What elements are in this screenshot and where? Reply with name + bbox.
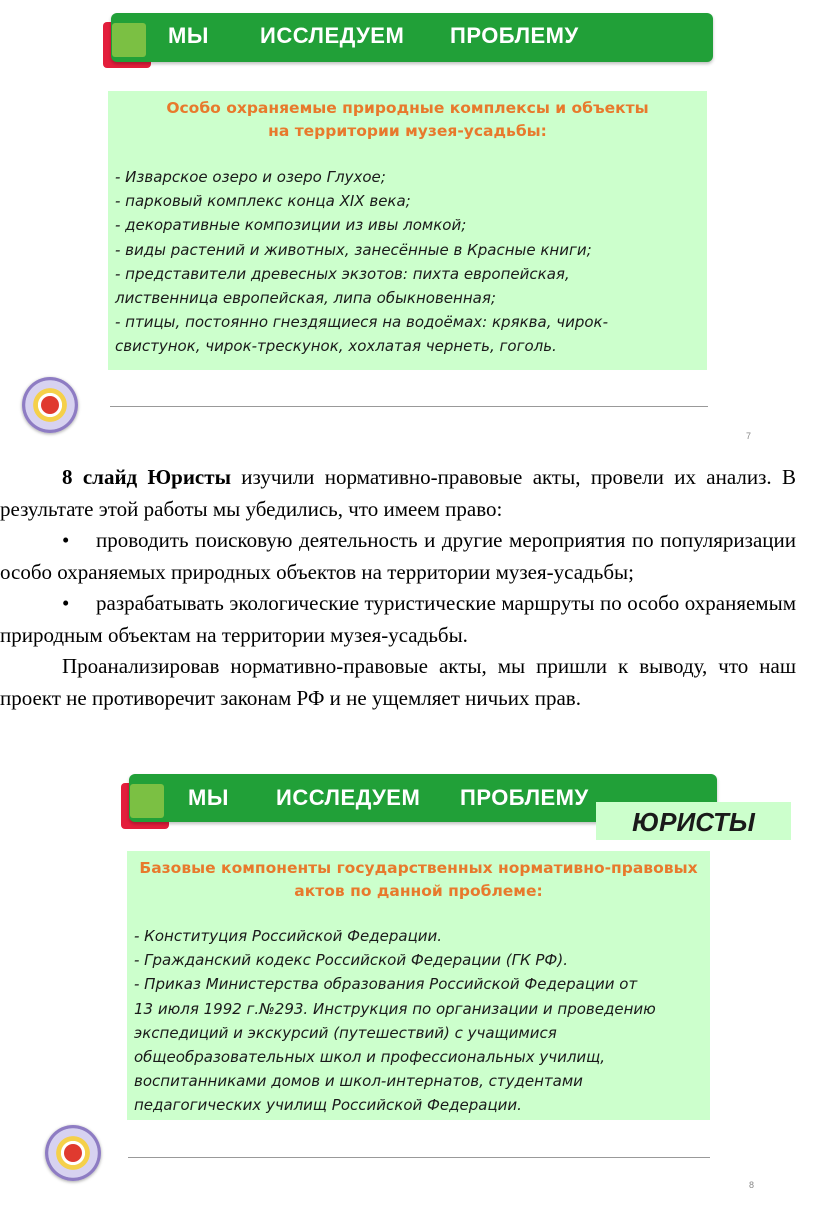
banner-word: МЫ xyxy=(168,23,209,48)
museum-logo-icon xyxy=(45,1125,101,1181)
conclusion-paragraph: Проанализировав нормативно-правовые акты, мы пришли к выводу, что наш проект не противоречит законам РФ и не ущемляет ничьих прав. xyxy=(0,654,796,710)
bullet-icon: • xyxy=(62,528,70,552)
list-item: - парковый комплекс конца XIX века; xyxy=(115,192,411,211)
intro-paragraph xyxy=(0,462,796,525)
content-box xyxy=(127,851,710,1120)
intro-rest: изучили нормативно-правовые акты, провели их анализ. В результате этой работы мы убедились, что имеем право: xyxy=(0,465,796,521)
museum-logo-icon xyxy=(22,377,78,433)
list-item: педагогических училищ Российской Федерации. xyxy=(134,1096,522,1115)
list-item: 13 июля 1992 г.№293. Инструкция по организации и проведению xyxy=(134,999,656,1018)
box-title-line: Особо охраняемые природные комплексы и объекты xyxy=(166,99,649,117)
list-item: - Изварское озеро и озеро Глухое; xyxy=(115,168,386,186)
content-box xyxy=(108,91,707,370)
banner-word: ПРОБЛЕМУ xyxy=(450,23,579,48)
banner-word: ПРОБЛЕМУ xyxy=(460,785,589,810)
bullet-paragraph: • проводить поисковую деятельность и другие мероприятия по популяризации особо охраняемых природных объектов на территории музея-усадьбы; xyxy=(0,525,796,588)
list-item: - виды растений и животных, занесённые в Красные книги; xyxy=(115,240,592,259)
list-item: - Конституция Российской Федерации. xyxy=(134,927,443,945)
divider xyxy=(110,406,708,407)
body-text xyxy=(0,462,796,714)
banner-square xyxy=(112,23,146,57)
list-item: - Приказ Министерства образования Российской Федерации от xyxy=(134,975,638,994)
list-item: - декоративные композиции из ивы ломкой; xyxy=(115,216,467,235)
banner-word: ИССЛЕДУЕМ xyxy=(260,23,405,48)
list-item: - птицы, постоянно гнездящиеся на водоёмах: кряква, чирок- xyxy=(115,313,609,332)
box-title-line: на территории музея-усадьбы: xyxy=(268,122,547,140)
list-item: воспитанниками домов и школ-интернатов, студентами xyxy=(134,1072,583,1091)
list-item: свистунок, чирок-трескунок, хохлатая чернеть, гоголь. xyxy=(115,337,557,356)
box-title-line: актов по данной проблеме: xyxy=(294,882,543,900)
bullet-paragraph: • разрабатывать экологические туристические маршруты по особо охраняемым природным объектам на территории музея-усадьбы. xyxy=(0,588,796,651)
box-list xyxy=(108,165,707,359)
divider xyxy=(128,1157,710,1158)
bullet-icon: • xyxy=(62,591,70,615)
role-tag: ЮРИСТЫ xyxy=(596,802,791,840)
list-item: - Гражданский кодекс Российской Федерации (ГК РФ). xyxy=(134,951,568,970)
box-list xyxy=(127,924,710,1118)
banner-square xyxy=(130,784,164,818)
intro-bold: 8 слайд Юристы xyxy=(62,465,231,489)
page-number: 7 xyxy=(746,431,752,441)
list-item: экспедиций и экскурсий (путешествий) с учащимися xyxy=(134,1023,557,1042)
banner-word: МЫ xyxy=(188,785,229,810)
list-item: общеобразовательных школ и профессиональных училищ, xyxy=(134,1048,606,1067)
page-number: 8 xyxy=(749,1180,755,1190)
list-item: - представители древесных экзотов: пихта европейская, xyxy=(115,264,570,283)
banner-word: ИССЛЕДУЕМ xyxy=(276,785,421,810)
box-title-line: Базовые компоненты государственных нормативно-правовых xyxy=(139,859,698,877)
list-item: лиственница европейская, липа обыкновенная; xyxy=(115,289,496,308)
